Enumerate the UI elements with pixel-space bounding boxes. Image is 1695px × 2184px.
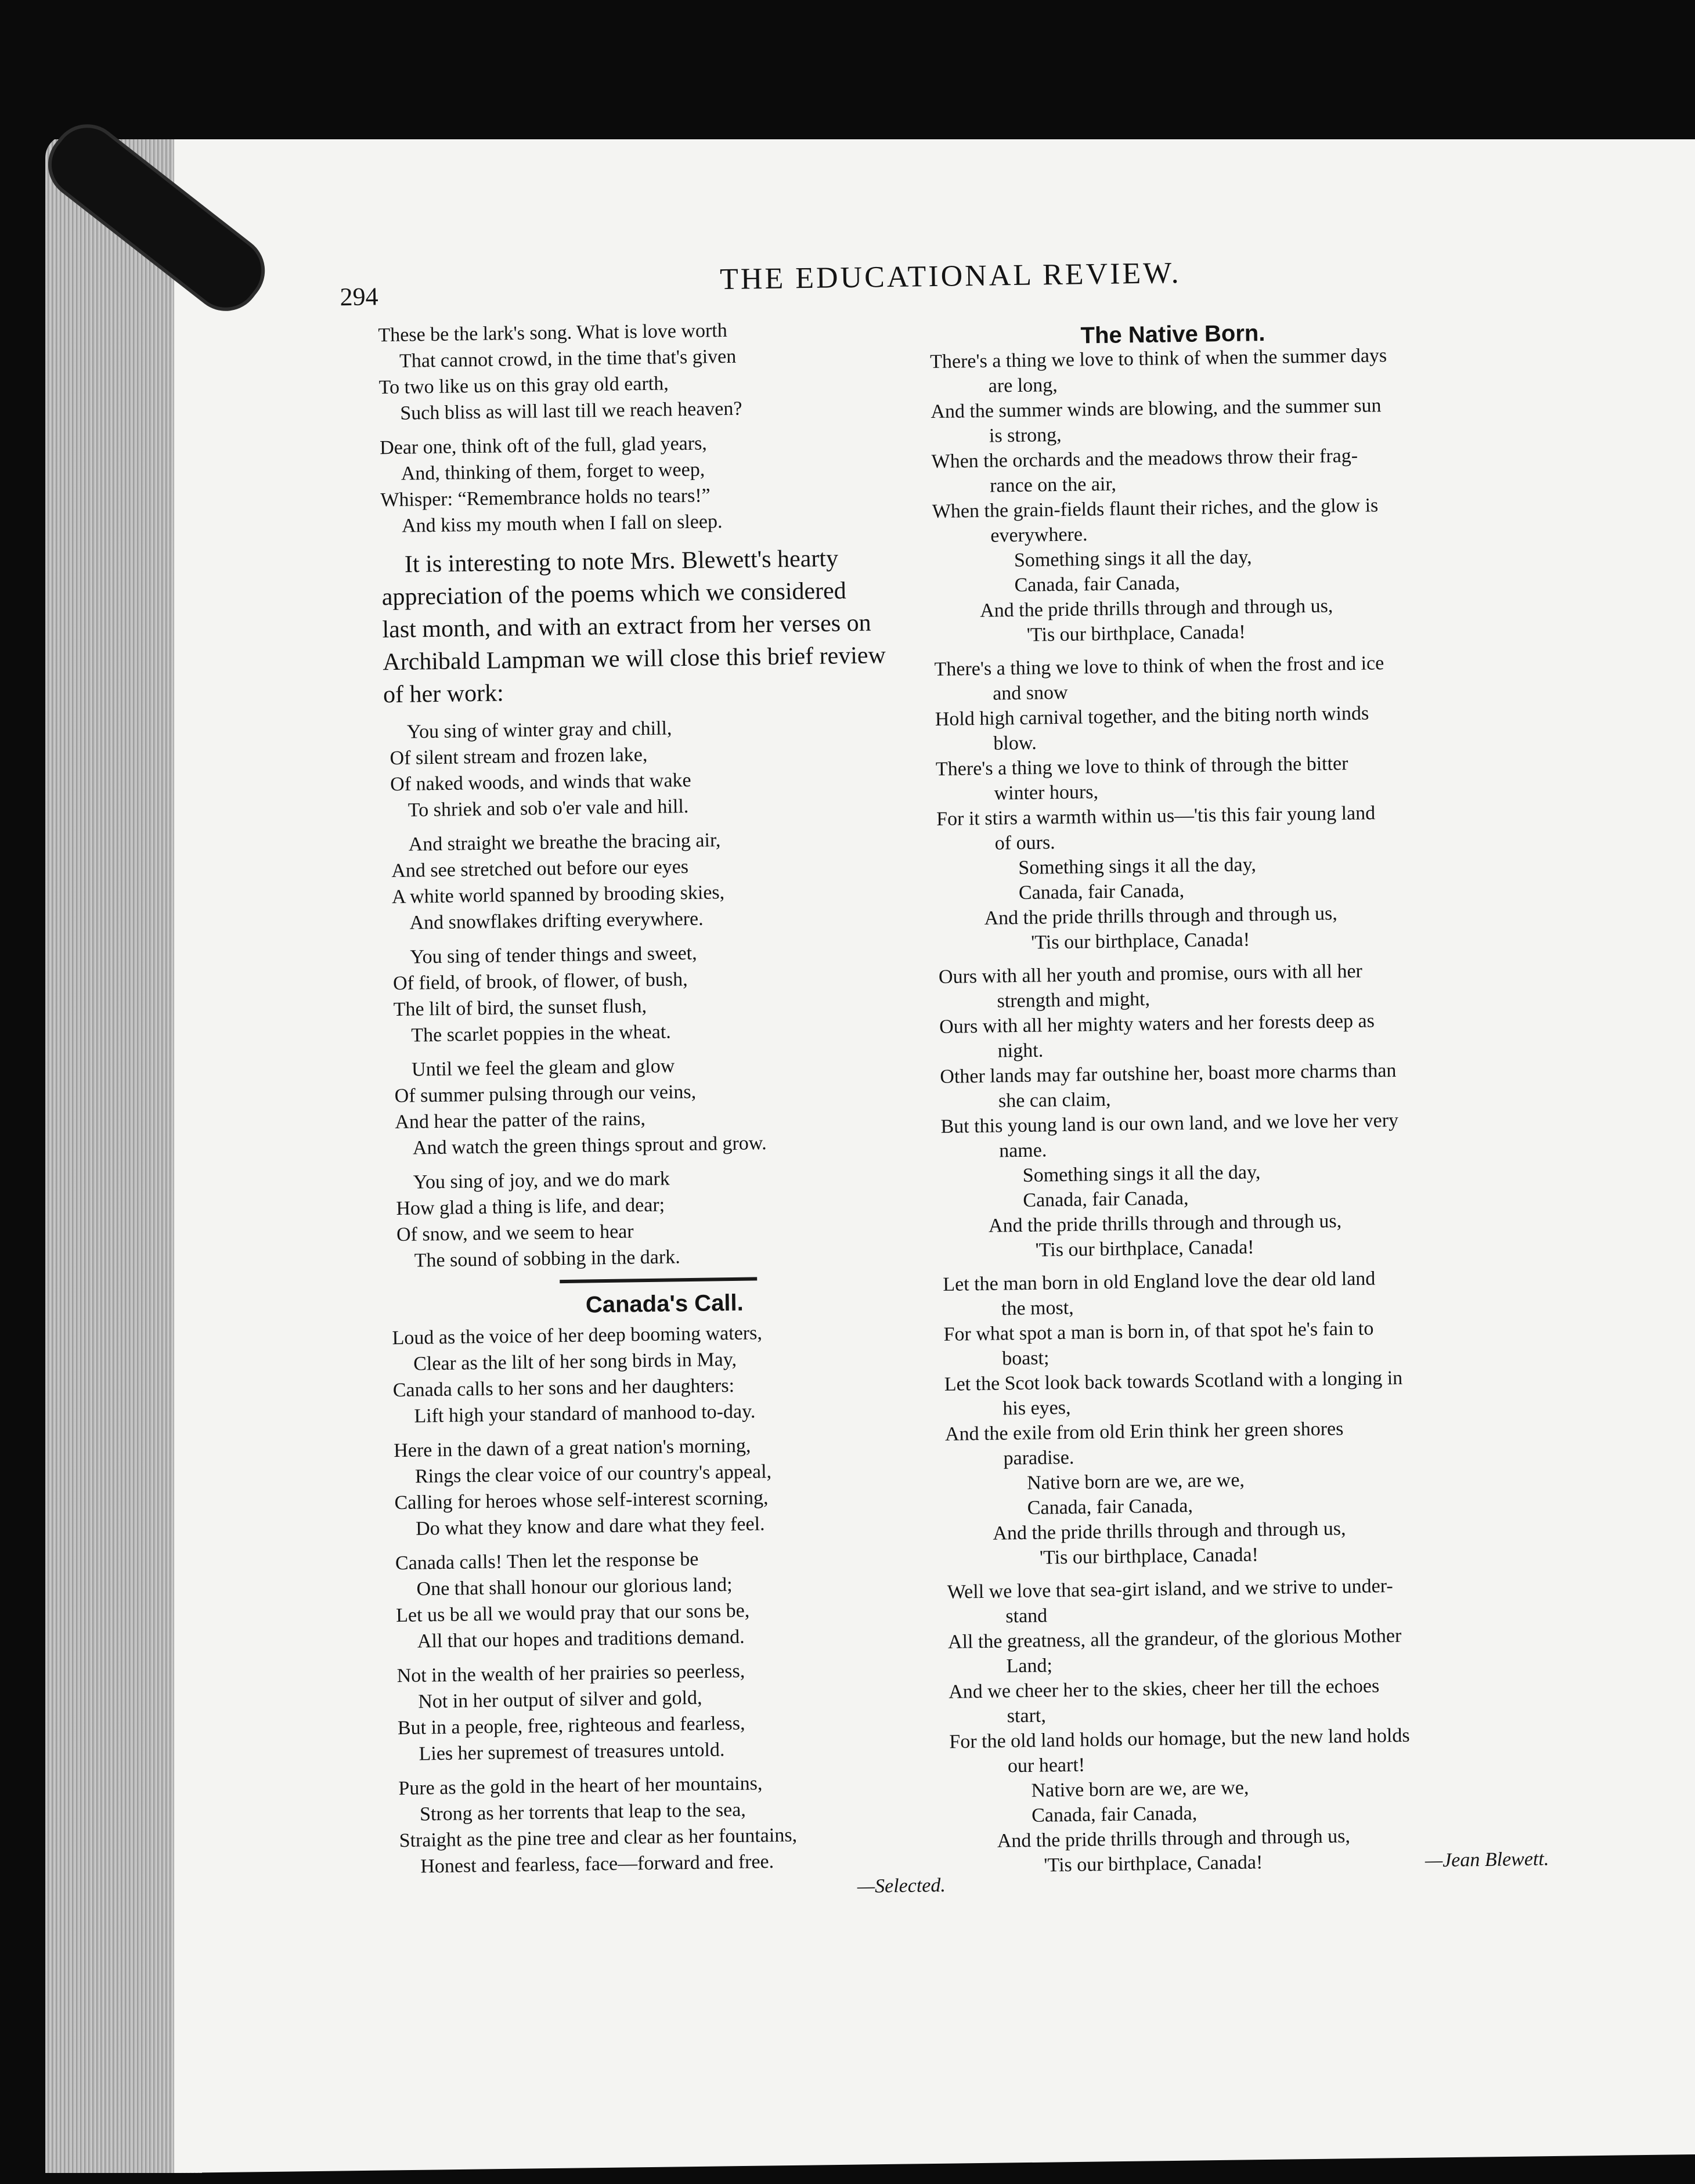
stanza: [943, 1264, 1545, 1572]
prose-paragraph: [381, 541, 929, 711]
verse-line: And the pride thrills through and through us,: [993, 1518, 1346, 1544]
stanza: [392, 1317, 939, 1429]
verse-line: Calling for heroes whose self-interest scorning,: [394, 1487, 769, 1514]
verse-line: And watch the green things sprout and grow.: [412, 1132, 767, 1159]
verse-line: Canada, fair Canada,: [1027, 1494, 1193, 1519]
verse-line: 'Tis our birthplace, Canada!: [1044, 1851, 1263, 1876]
verse-line: Native born are we, are we,: [1031, 1777, 1249, 1802]
verse-line: Of snow, and we seem to hear: [396, 1221, 634, 1246]
verse-line: Not in her output of silver and gold,: [418, 1687, 702, 1713]
verse-line: winter hours,: [994, 781, 1099, 804]
stanza: [947, 1571, 1549, 1879]
prose-line: Archibald Lampman we will close this brief review: [383, 642, 886, 676]
verse-line: Canada calls to her sons and her daughters:: [392, 1374, 735, 1402]
prose-line: last month, and with an extract from her verses on: [382, 609, 871, 644]
verse-line: Pure as the gold in the heart of her mountains,: [398, 1773, 763, 1800]
verse-line: stand: [1005, 1605, 1048, 1627]
left-column: [378, 315, 946, 1906]
attribution: —Selected.: [857, 1874, 946, 1898]
verse-line: For what spot a man is born in, of that spot he's fain to: [943, 1317, 1374, 1345]
verse-line: The scarlet poppies in the wheat.: [411, 1021, 672, 1046]
verse-line: Here in the dawn of a great nation's morning,: [394, 1435, 751, 1462]
verse-line: rance on the air,: [989, 473, 1117, 497]
verse-line: blow.: [993, 732, 1037, 755]
verse-line: our heart!: [1007, 1754, 1085, 1777]
verse-line: When the grain-fields flaunt their riches, and the glow is: [932, 494, 1379, 523]
verse-line: Loud as the voice of her deep booming waters,: [392, 1322, 763, 1349]
verse-line: The sound of sobbing in the dark.: [414, 1246, 680, 1272]
stanza: [934, 649, 1536, 956]
verse-line: You sing of tender things and sweet,: [410, 942, 697, 968]
verse-line: There's a thing we love to think of when the frost and ice: [934, 652, 1384, 680]
poem-title: The Native Born.: [1080, 320, 1265, 349]
verse-line: Something sings it all the day,: [1022, 1161, 1261, 1186]
verse-line: boast;: [1001, 1347, 1050, 1370]
verse-line: she can claim,: [998, 1088, 1111, 1112]
verse-line: Something sings it all the day,: [1018, 854, 1257, 879]
verse-line: start,: [1007, 1705, 1047, 1727]
stanza: [396, 1655, 943, 1767]
stanza: [378, 315, 925, 427]
verse-line: Something sings it all the day,: [1014, 546, 1252, 572]
verse-line: And the pride thrills through and through us,: [997, 1825, 1351, 1852]
verse-line: 'Tis our birthplace, Canada!: [1039, 1544, 1259, 1569]
verse-line: A white world spanned by brooding skies,: [391, 882, 725, 908]
verse-line: To shriek and sob o'er vale and hill.: [407, 795, 689, 821]
verse-line: For the old land holds our homage, but the new land holds: [949, 1724, 1410, 1753]
verse-line: Ours with all her youth and promise, ours with all her: [938, 960, 1363, 988]
verse-line: But this young land is our own land, and we love her very: [940, 1109, 1399, 1138]
verse-line: 'Tis our birthplace, Canada!: [1030, 929, 1250, 954]
verse-line: Rings the clear voice of our country's appeal,: [414, 1461, 772, 1488]
verse-line: Strong as her torrents that leap to the sea,: [419, 1799, 746, 1825]
verse-line: Whisper: “Remembrance holds no tears!”: [380, 485, 711, 511]
verse-line: And the exile from old Erin think her green shores: [944, 1418, 1344, 1445]
prose-line: It is interesting to note Mrs. Blewett's hearty: [404, 545, 839, 578]
verse-line: Other lands may far outshine her, boast more charms than: [940, 1059, 1397, 1088]
verse-line: Not in the wealth of her prairies so peerless,: [396, 1660, 745, 1687]
verse-line: Land;: [1006, 1655, 1053, 1677]
verse-line: There's a thing we love to think of when the summer days: [929, 345, 1387, 373]
prose-line: appreciation of the poems which we considered: [381, 577, 847, 611]
right-column: [929, 312, 1549, 1880]
verse-line: You sing of joy, and we do mark: [413, 1168, 670, 1193]
verse-line: 'Tis our birthplace, Canada!: [1026, 621, 1246, 646]
verse-line: Well we love that sea-girt island, and we strive to under-: [947, 1575, 1393, 1603]
verse-line: Canada, fair Canada,: [1031, 1802, 1198, 1826]
verse-line: All the greatness, all the grandeur, of the glorious Mother: [947, 1625, 1402, 1653]
verse-line: These be the lark's song. What is love worth: [378, 319, 727, 346]
verse-line: But in a people, free, righteous and fearless,: [397, 1712, 745, 1739]
verse-line: And we cheer her to the skies, cheer her till the echoes: [948, 1675, 1380, 1703]
verse-line: Canada, fair Canada,: [1023, 1187, 1189, 1211]
verse-line: Canada calls! Then let the response be: [395, 1548, 699, 1575]
verse-line: name.: [998, 1139, 1047, 1162]
verse-line: Dear one, think oft of the full, glad years,: [379, 432, 708, 459]
verse-line: 'Tis our birthplace, Canada!: [1035, 1236, 1254, 1261]
verse-line: The lilt of bird, the sunset flush,: [393, 995, 647, 1021]
verse-line: everywhere.: [990, 524, 1088, 547]
verse-line: Of silent stream and frozen lake,: [390, 743, 648, 770]
verse-line: Lift high your standard of manhood to-day.: [414, 1400, 756, 1427]
stanza: [939, 956, 1541, 1264]
verse-line: And, thinking of them, forget to weep,: [401, 459, 705, 485]
verse-line: and snow: [992, 681, 1068, 705]
verse-line: And kiss my mouth when I fall on sleep.: [401, 511, 723, 537]
verse-line: the most,: [1001, 1297, 1074, 1320]
verse-line: strength and might,: [997, 988, 1151, 1012]
verse-line: For it stirs a warmth within us—'tis this fair young land: [936, 802, 1376, 830]
verse-line: Of summer pulsing through our veins,: [394, 1081, 697, 1107]
verse-line: are long,: [988, 374, 1058, 397]
verse-line: Until we feel the gleam and glow: [411, 1055, 675, 1081]
verse-line: Let us be all we would pray that our sons be,: [396, 1600, 750, 1627]
verse-line: paradise.: [1003, 1446, 1074, 1470]
prose-line: of her work:: [383, 680, 504, 709]
verse-line: There's a thing we love to think of through the bitter: [935, 753, 1348, 780]
verse-line: Let the man born in old England love the dear old land: [943, 1268, 1376, 1295]
verse-line: Canada, fair Canada,: [1018, 880, 1185, 904]
stanza: [385, 824, 932, 936]
stanza: [395, 1543, 942, 1655]
verse-line: And the pride thrills through and through us,: [988, 1210, 1342, 1237]
verse-line: Such bliss as will last till we reach heaven?: [400, 398, 742, 424]
stanza: [384, 712, 931, 824]
verse-line: And hear the patter of the rains,: [395, 1108, 646, 1133]
verse-line: Ours with all her mighty waters and her forests deep as: [939, 1010, 1375, 1038]
verse-line: And straight we breathe the bracing air,: [408, 829, 721, 855]
stanza: [388, 1049, 935, 1161]
verse-line: his eyes,: [1002, 1396, 1071, 1420]
verse-line: And snowflakes drifting everywhere.: [409, 908, 704, 934]
verse-line: Of field, of brook, of flower, of bush,: [392, 968, 688, 995]
verse-line: How glad a thing is life, and dear;: [396, 1194, 665, 1220]
stanza: [387, 937, 933, 1049]
verse-line: When the orchards and the meadows throw their frag-: [931, 445, 1358, 473]
stanza: [390, 1162, 937, 1274]
stanza: [394, 1430, 940, 1542]
verse-line: You sing of winter gray and chill,: [406, 717, 672, 743]
verse-line: night.: [997, 1039, 1044, 1062]
verse-line: Of naked woods, and winds that wake: [390, 769, 691, 796]
verse-line: And the pride thrills through and through us,: [984, 903, 1337, 929]
verse-line: And the summer winds are blowing, and the summer sun: [931, 395, 1382, 423]
stanza: [398, 1768, 945, 1880]
verse-line: Do what they know and dare what they feel.: [415, 1513, 765, 1540]
verse-line: And the pride thrills through and through us,: [979, 595, 1333, 622]
verse-line: One that shall honour our glorious land;: [416, 1574, 733, 1600]
verse-line: Lies her supremest of treasures untold.: [419, 1739, 725, 1765]
journal-title: THE EDUCATIONAL REVIEW.: [719, 257, 1181, 297]
verse-line: Straight as the pine tree and clear as her fountains,: [399, 1824, 798, 1852]
verse-line: That cannot crowd, in the time that's given: [399, 345, 737, 372]
stanza: [930, 341, 1532, 649]
stanza: [380, 427, 926, 539]
verse-line: Canada, fair Canada,: [1014, 572, 1180, 597]
page-number: 294: [340, 282, 378, 312]
verse-line: To two like us on this gray old earth,: [378, 373, 669, 399]
verse-line: All that our hopes and traditions demand.: [417, 1626, 745, 1652]
verse-line: Let the Scot look back towards Scotland with a longing in: [944, 1367, 1403, 1395]
verse-line: of ours.: [994, 832, 1055, 854]
attribution: —Jean Blewett.: [1424, 1848, 1549, 1872]
verse-line: Clear as the lilt of her song birds in May,: [413, 1348, 737, 1375]
verse-line: is strong,: [989, 424, 1062, 447]
verse-line: Honest and fearless, face—forward and free.: [420, 1851, 774, 1878]
poem-title: Canada's Call.: [585, 1290, 744, 1318]
verse-line: Native born are we, are we,: [1026, 1469, 1245, 1494]
section-rule: [560, 1277, 757, 1283]
verse-line: And see stretched out before our eyes: [391, 855, 689, 882]
verse-line: Hold high carnival together, and the biting north winds: [935, 702, 1369, 730]
